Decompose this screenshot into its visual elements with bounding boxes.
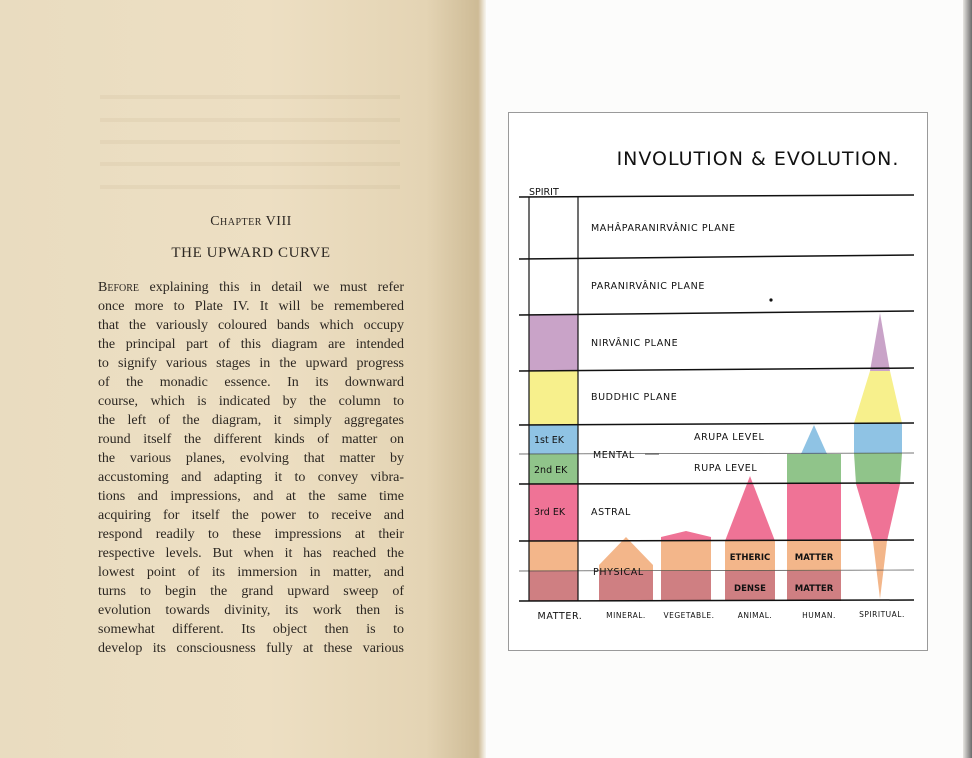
body-line: Before explaining this in detail we must refer	[98, 280, 404, 295]
mahaparanirvanic-plane-label: MAHÂPARANIRVÂNIC PLANE	[591, 223, 736, 234]
body-line: to signify various stages in the upward progress	[98, 356, 404, 371]
body-line: once more to Plate IV. It will be remembered	[98, 299, 404, 314]
third-elemental-kingdom-label: 3rd EK	[534, 507, 566, 518]
vegetable-astral-peak	[661, 531, 711, 541]
matter-lower-label: MATTER	[794, 584, 834, 594]
human-rupa-band	[787, 454, 841, 484]
body-line: lowest point of its immersion in matter, and	[98, 565, 404, 580]
rupa-level-label: RUPA LEVEL	[694, 463, 758, 474]
first-elemental-kingdom-label: 1st EK	[534, 435, 564, 446]
body-line: the principal part of this diagram are intended	[98, 337, 404, 352]
vegetable-dense-band	[661, 571, 711, 601]
body-line: the various planes, evolving that matter by	[98, 451, 404, 466]
body-line: somewhat different. Its object then is to	[98, 622, 404, 637]
body-line: turns to begin the grand upward sweep of	[98, 584, 404, 599]
matter-column-dense-band	[529, 571, 578, 601]
etheric-label: ETHERIC	[729, 553, 771, 563]
body-line: the left of the diagram, it simply aggregates	[98, 413, 404, 428]
body-line: course, which is indicated by the column to	[98, 394, 404, 409]
lead-word: Before	[98, 280, 140, 295]
body-line: evolution towards divinity, its work then is	[98, 603, 404, 618]
animal-astral-peak	[725, 476, 775, 541]
body-line: acquiring for itself the power to receive and	[98, 508, 404, 523]
body-line: round itself the different kinds of matter on	[98, 432, 404, 447]
spiritual-column-label: SPIRITUAL.	[859, 610, 905, 619]
spiritual-astral-band	[856, 484, 900, 541]
matter-column-label: MATTER.	[537, 611, 583, 622]
show-through-shadow	[100, 95, 400, 99]
body-line: that the variously coloured bands which occupy	[98, 318, 404, 333]
human-column-label: HUMAN.	[802, 611, 836, 620]
second-elemental-kingdom-label: 2nd EK	[534, 465, 568, 476]
human-arupa-peak	[801, 425, 827, 454]
body-line: respective levels. But when it has reached the	[98, 546, 404, 561]
vegetable-column-label: VEGETABLE.	[663, 611, 715, 620]
show-through-shadow	[100, 118, 400, 122]
spiritual-nirvanic-tip	[870, 313, 890, 371]
physical-plane-label: PHYSICAL	[593, 567, 644, 578]
show-through-shadow	[100, 140, 400, 144]
body-line: tions and impressions, and at the same time	[98, 489, 404, 504]
left-page	[0, 0, 484, 758]
matter-column-buddhic-band	[529, 371, 578, 425]
vegetable-etheric-band	[661, 541, 711, 571]
matter-column-etheric-band	[529, 541, 578, 571]
page-edge	[963, 0, 972, 758]
spiritual-arupa-band	[854, 423, 902, 453]
plane-line-spirit	[519, 195, 914, 197]
chapter-title: THE UPWARD CURVE	[171, 245, 331, 261]
mineral-etheric-peak	[599, 537, 653, 571]
show-through-shadow	[100, 162, 400, 166]
human-astral-band	[787, 484, 841, 541]
nirvanic-plane-label: NIRVÂNIC PLANE	[591, 338, 679, 349]
plate-title: INVOLUTION & EVOLUTION.	[616, 148, 900, 170]
spirit-label: SPIRIT	[529, 187, 559, 198]
mental-plane-label: MENTAL	[593, 450, 635, 461]
body-line: of the monadic essence. In its downward	[98, 375, 404, 390]
mineral-column-label: MINERAL.	[606, 611, 646, 620]
arupa-level-label: ARUPA LEVEL	[694, 432, 765, 443]
buddhic-plane-label: BUDDHIC PLANE	[591, 392, 678, 403]
paranirvanic-plane-label: PARANIRVÂNIC PLANE	[591, 281, 705, 292]
matter-upper-label: MATTER	[794, 553, 834, 563]
astral-plane-label: ASTRAL	[591, 507, 631, 518]
matter-column-nirvanic-band	[529, 315, 578, 371]
dense-label: DENSE	[734, 584, 766, 594]
chapter-heading: Chapter VIII	[210, 214, 292, 229]
ink-dot	[769, 298, 772, 301]
plate-diagram	[509, 113, 927, 650]
body-text	[98, 278, 404, 658]
animal-column-label: ANIMAL.	[737, 611, 773, 620]
spiritual-rupa-band	[854, 453, 902, 484]
body-line: develop its consciousness fully at these various	[98, 641, 404, 656]
body-line: respond readily to these impressions at their	[98, 527, 404, 542]
spiritual-buddhic-band	[854, 371, 902, 423]
involution-evolution-plate	[508, 112, 928, 651]
show-through-shadow	[100, 185, 400, 189]
body-line: accustoming and adapting it to convey vibra-	[98, 470, 404, 485]
